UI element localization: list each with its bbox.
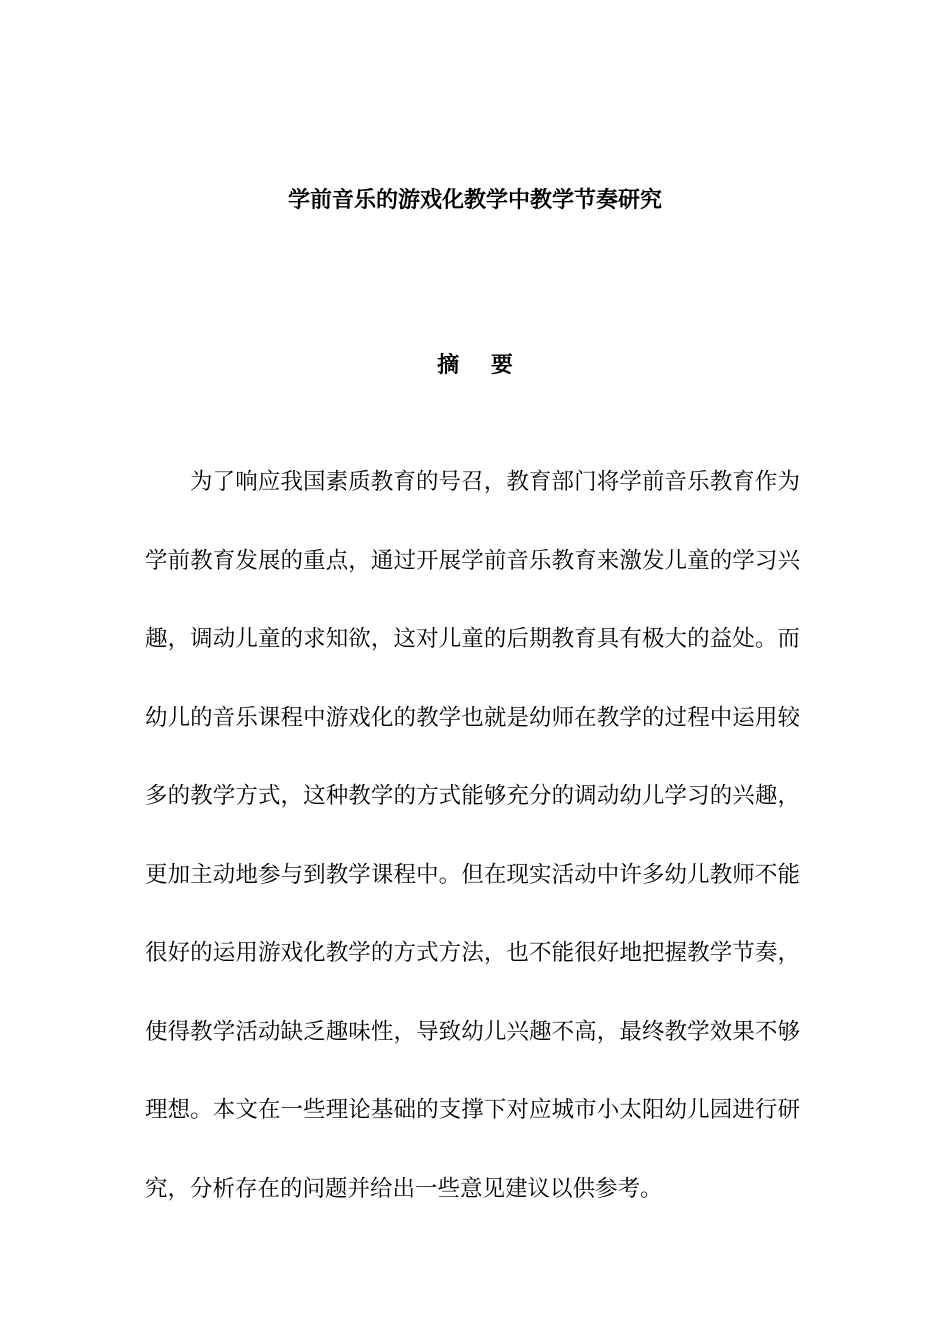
document-title: 学前音乐的游戏化教学中教学节奏研究 xyxy=(287,188,662,213)
abstract-line: 更加主动地参与到教学课程中。但在现实活动中许多幼儿教师不能 xyxy=(145,861,800,888)
abstract-line: 趣，调动儿童的求知欲，这对儿童的后期教育具有极大的益处。而 xyxy=(145,626,800,652)
abstract-line: 究，分析存在的问题并给出一些意见建议以供参考。 xyxy=(145,1175,663,1202)
abstract-line: 多的教学方式，这种教学的方式能够充分的调动幼儿学习的兴趣， xyxy=(145,783,800,809)
abstract-line: 幼儿的音乐课程中游戏化的教学也就是幼师在教学的过程中运用较 xyxy=(145,704,800,731)
abstract-heading: 摘 要 xyxy=(437,353,525,378)
abstract-line: 很好的运用游戏化教学的方式方法，也不能很好地把握教学节奏， xyxy=(145,940,800,966)
abstract-line: 理想。本文在一些理论基础的支撑下对应城市小太阳幼儿园进行研 xyxy=(145,1097,800,1123)
abstract-line: 为了响应我国素质教育的号召，教育部门将学前音乐教育作为 xyxy=(190,469,800,495)
abstract-body xyxy=(145,460,800,1245)
abstract-line: 使得教学活动缺乏趣味性，导致幼儿兴趣不高，最终教学效果不够 xyxy=(145,1018,800,1045)
abstract-line: 学前教育发展的重点，通过开展学前音乐教育来激发儿童的学习兴 xyxy=(145,547,800,574)
